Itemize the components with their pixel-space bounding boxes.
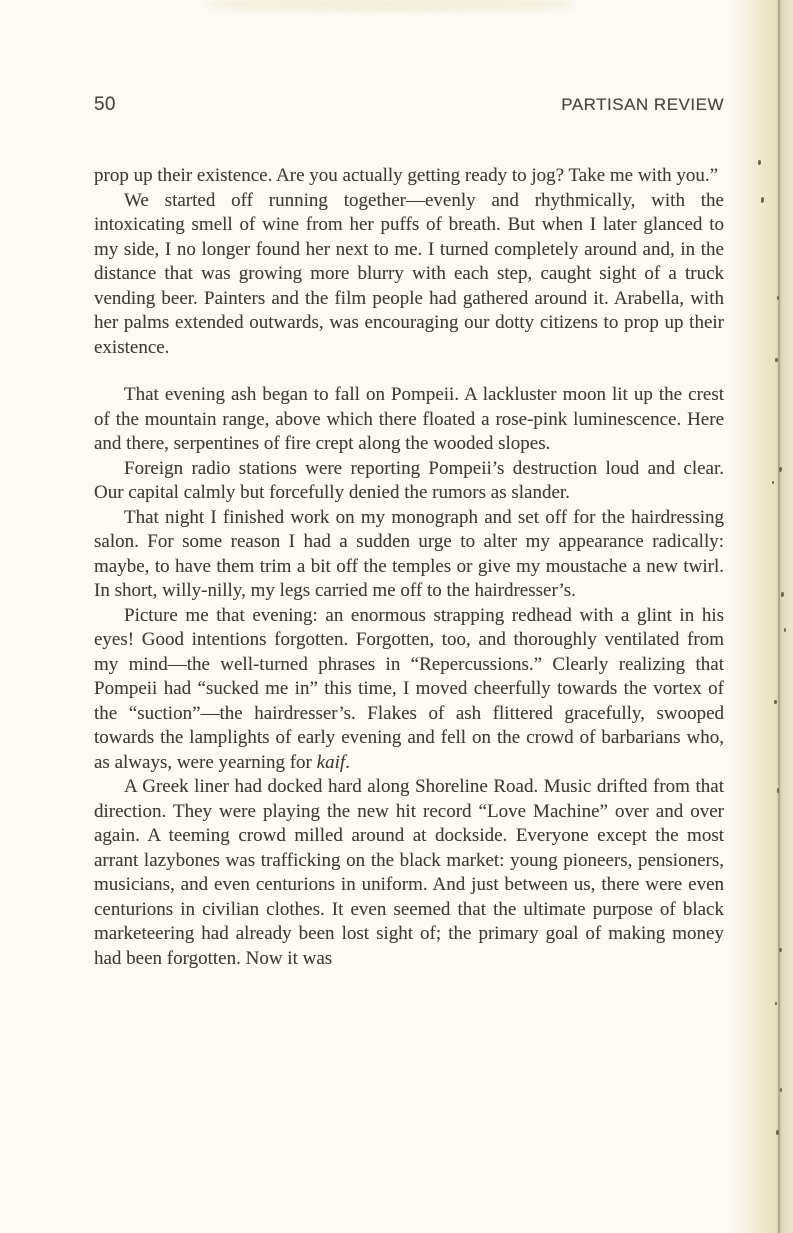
running-header	[94, 94, 724, 116]
paragraph	[94, 604, 724, 776]
page-edge-shading	[729, 0, 793, 1233]
text-run: prop up their existence. Are you actually getting ready to jog? Take me with you.”	[94, 165, 719, 186]
page-number: 50	[94, 94, 116, 115]
journal-title: PARTISAN REVIEW	[561, 95, 724, 114]
paragraph	[94, 775, 724, 971]
italic-text-run: kaif	[316, 751, 346, 773]
paragraph	[94, 506, 724, 604]
text-run: That night I finished work on my monograph and set off for the hairdressing salon. For some reason I had a sudden urge to alter my appearance radically: maybe, to have them trim a bit off the temples or give my moustache a new twirl. In short, willy-nilly, my legs carried me off to the hairdresser’s.	[94, 506, 724, 601]
text-run: Foreign radio stations were reporting Pompeii’s destruction loud and clear. Our capital calmly but forcefully denied the rumors as slander.	[94, 457, 724, 503]
text-run: That evening ash began to fall on Pompeii. A lackluster moon lit up the crest of the mountain range, above which there floated a rose-pink luminescence. Here and there, serpentines of fire crept along the wooded slopes.	[94, 384, 724, 454]
paragraph	[94, 164, 724, 189]
paragraph	[94, 189, 724, 361]
body-text	[94, 164, 724, 971]
text-run: Picture me that evening: an enormous strapping redhead with a glint in his eyes! Good intentions forgotten. Forgotten, too, and thoroughly ventilated from my mind—the well-turned phrases in “Repercussions.” Clearly realizing that Pompeii had “sucked me in” this time, I moved cheerfully towards the vortex of the “suction”—the hairdresser’s. Flakes of ash flittered gracefully, swooped towards the lamplights of early evening and fell on the crowd of barbarians who, as always, were yearning for	[94, 604, 724, 773]
page-edge-line	[778, 0, 780, 1233]
page-top-edge	[205, 0, 575, 12]
text-run: .	[345, 751, 350, 773]
text-run: We started off running together—evenly and rhythmically, with the intoxicating smell of wine from her puffs of breath. But when I later glanced to my side, I no longer found her next to me. I turned completely around and, in the distance that was growing more blurry with each step, caught sight of a truck vending beer. Painters and the film people had gathered around it. Arabella, with her palms extended outwards, was encouraging our dotty citizens to prop up their existence.	[94, 189, 724, 358]
paragraph	[94, 457, 724, 506]
text-run: A Greek liner had docked hard along Shoreline Road. Music drifted from that direction. They were playing the new hit record “Love Machine” over and over again. A teeming crowd milled around at dockside. Everyone except the most arrant lazybones was trafficking on the black market: young pioneers, pensioners, musicians, and even centurions in uniform. And just between us, there were even centurions in civilian clothes. It even seemed that the ultimate purpose of black marketeering had already been lost sight of; the primary goal of making money had been forgotten. Now it was	[94, 776, 724, 969]
paragraph	[94, 383, 724, 457]
